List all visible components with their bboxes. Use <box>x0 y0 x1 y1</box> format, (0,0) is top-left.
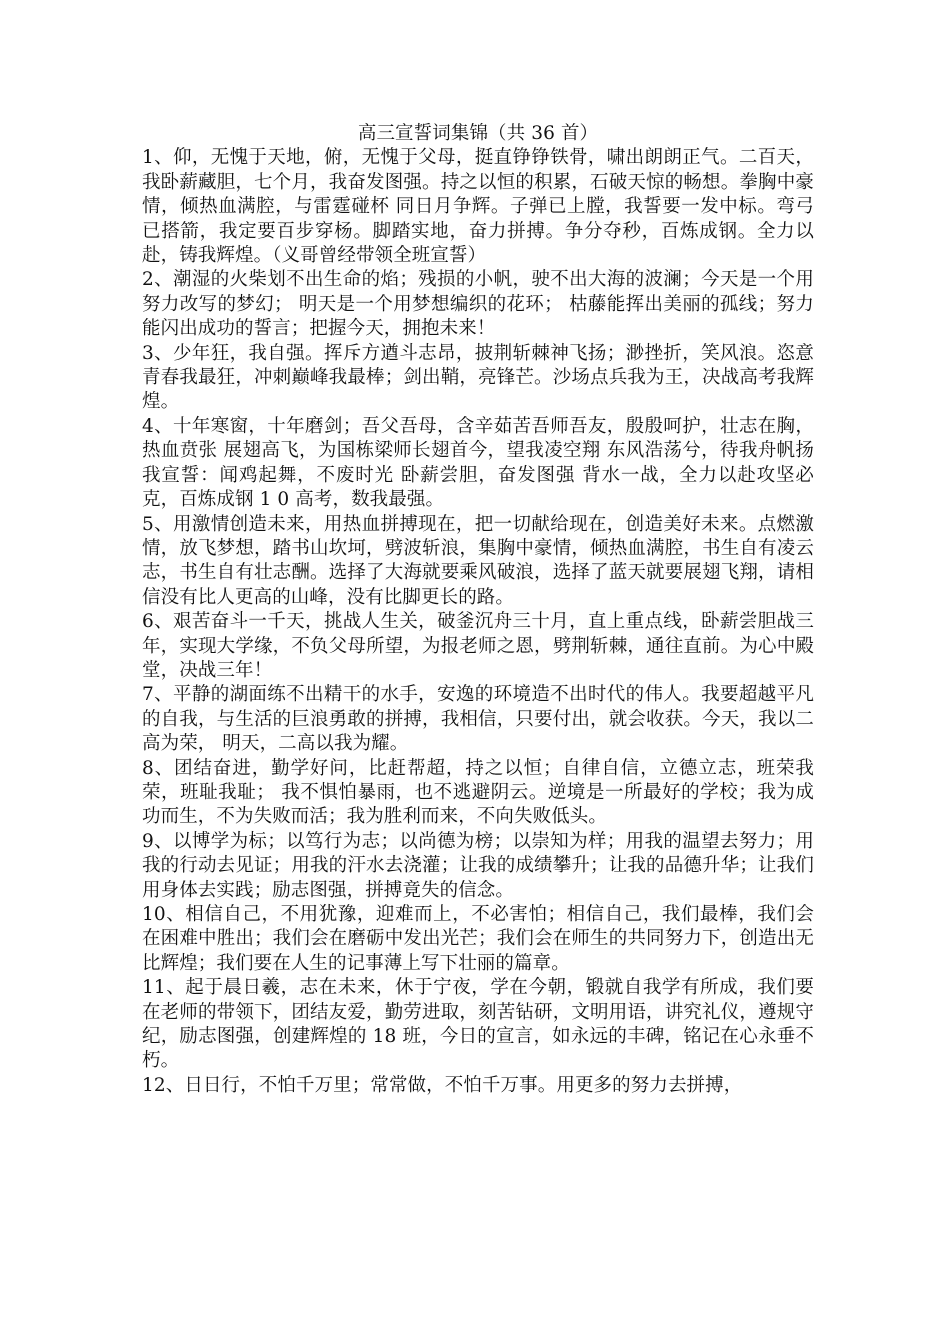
oath-paragraph-6: 6、艰苦奋斗一千天，挑战人生关，破釜沉舟三十月，直上重点线，卧薪尝胆战三年，实现大学缘，不负父母所望，为报老师之恩，劈荆斩棘，通往直前。为心中殿堂，决战三年！ <box>142 611 814 681</box>
oath-paragraph-10: 10、相信自己，不用犹豫，迎难而上，不必害怕；相信自己，我们最棒，我们会在困难中胜出；我们会在磨砺中发出光芒；我们会在师生的共同努力下，创造出无比辉煌；我们要在人生的记事薄上写下壮丽的篇章。 <box>142 904 814 974</box>
oath-paragraph-12: 12、日日行，不怕千万里；常常做，不怕千万事。用更多的努力去拼搏， <box>142 1074 743 1096</box>
oath-paragraph-3: 3、少年狂，我自强。挥斥方遒斗志昂，披荆斩棘神飞扬；渺挫折，笑风浪。恣意青春我最狂，冲刺巅峰我最棒；剑出鞘，亮锋芒。沙场点兵我为王，决战高考我辉煌。 <box>142 342 814 413</box>
oath-paragraph-5: 5、用激情创造未来，用热血拼搏现在，把一切献给现在，创造美好未来。点燃激情，放飞梦想，踏书山坎坷，劈波斩浪，集胸中豪情，倾热血满腔，书生自有凌云志，书生自有壮志酬。选择了大海就要乘风破浪，选择了蓝天就要展翅飞翔，请相信没有比人更高的山峰，没有比脚更长的路。 <box>142 513 814 608</box>
document-title: 高三宣誓词集锦（共 36 首） <box>357 123 599 144</box>
oath-paragraph-9: 9、以博学为标；以笃行为志；以尚德为榜；以崇知为样；用我的温望去努力；用我的行动去见证；用我的汗水去浇灌；让我的成绩攀升；让我的品德升华；让我们用身体去实践；励志图强，拼搏竟失的信念。 <box>142 830 814 901</box>
oath-paragraph-4: 4、十年寒窗，十年磨剑；吾父吾母，含辛茹苦吾师吾友，殷殷呵护，壮志在胸，热血贲张 展翅高飞，为国栋梁师长翅首今，望我凌空翔 东风浩荡兮，待我舟帆扬 我宣誓：闻鸡起舞，不废时光 卧薪尝胆，奋发图强 背水一战，全力以赴攻坚必克，百炼成钢 1 0 高考，数我最强。 <box>142 415 814 511</box>
oath-paragraph-2: 2、潮湿的火柴划不出生命的焰；残损的小帆，驶不出大海的波澜；今天是一个用努力改写的梦幻； 明天是一个用梦想编织的花环； 枯藤能挥出美丽的孤线；努力能闪出成功的誓言；把握今天，拥抱未来！ <box>142 269 814 340</box>
oath-paragraph-11: 11、起于晨日羲，志在未来，休于宁夜，学在今朝，锻就自我学有所成，我们要在老师的带领下，团结友爱，勤劳进取，刻苦钻研，文明用语，讲究礼仪，遵规守纪，励志图强，创建辉煌的 18 班，今日的宣言，如永远的丰碑，铭记在心永垂不朽。 <box>142 977 814 1072</box>
oath-paragraph-8: 8、团结奋进，勤学好问，比赶帮超，持之以恒；自律自信，立德立志，班荣我荣，班耻我耻； 我不惧怕暴雨，也不逃避阴云。逆境是一所最好的学校；我为成功而生，不为失败而活；我为胜利而来，不向失败低头。 <box>142 757 814 828</box>
oath-paragraph-1: 1、仰，无愧于天地，俯，无愧于父母，挺直铮铮铁骨，啸出朗朗正气。二百天，我卧薪藏胆，七个月，我奋发图强。持之以恒的积累，石破天惊的畅想。拳胸中豪情，倾热血满腔，与雷霆碰杯 同日月争辉。子弹已上膛，我誓要一发中标。弯弓已搭箭，我定要百步穿杨。脚踏实地，奋力拼搏。争分夺秒，百炼成钢。全力以赴，铸我辉煌。（义哥曾经带领全班宣誓） <box>142 147 814 267</box>
document-body <box>142 122 814 1098</box>
oath-paragraph-7: 7、平静的湖面练不出精干的水手，安逸的环境造不出时代的伟人。我要超越平凡的自我，与生活的巨浪勇敢的拼搏，我相信，只要付出，就会收获。今天，我以二高为荣， 明天，二高以我为耀。 <box>142 684 814 755</box>
